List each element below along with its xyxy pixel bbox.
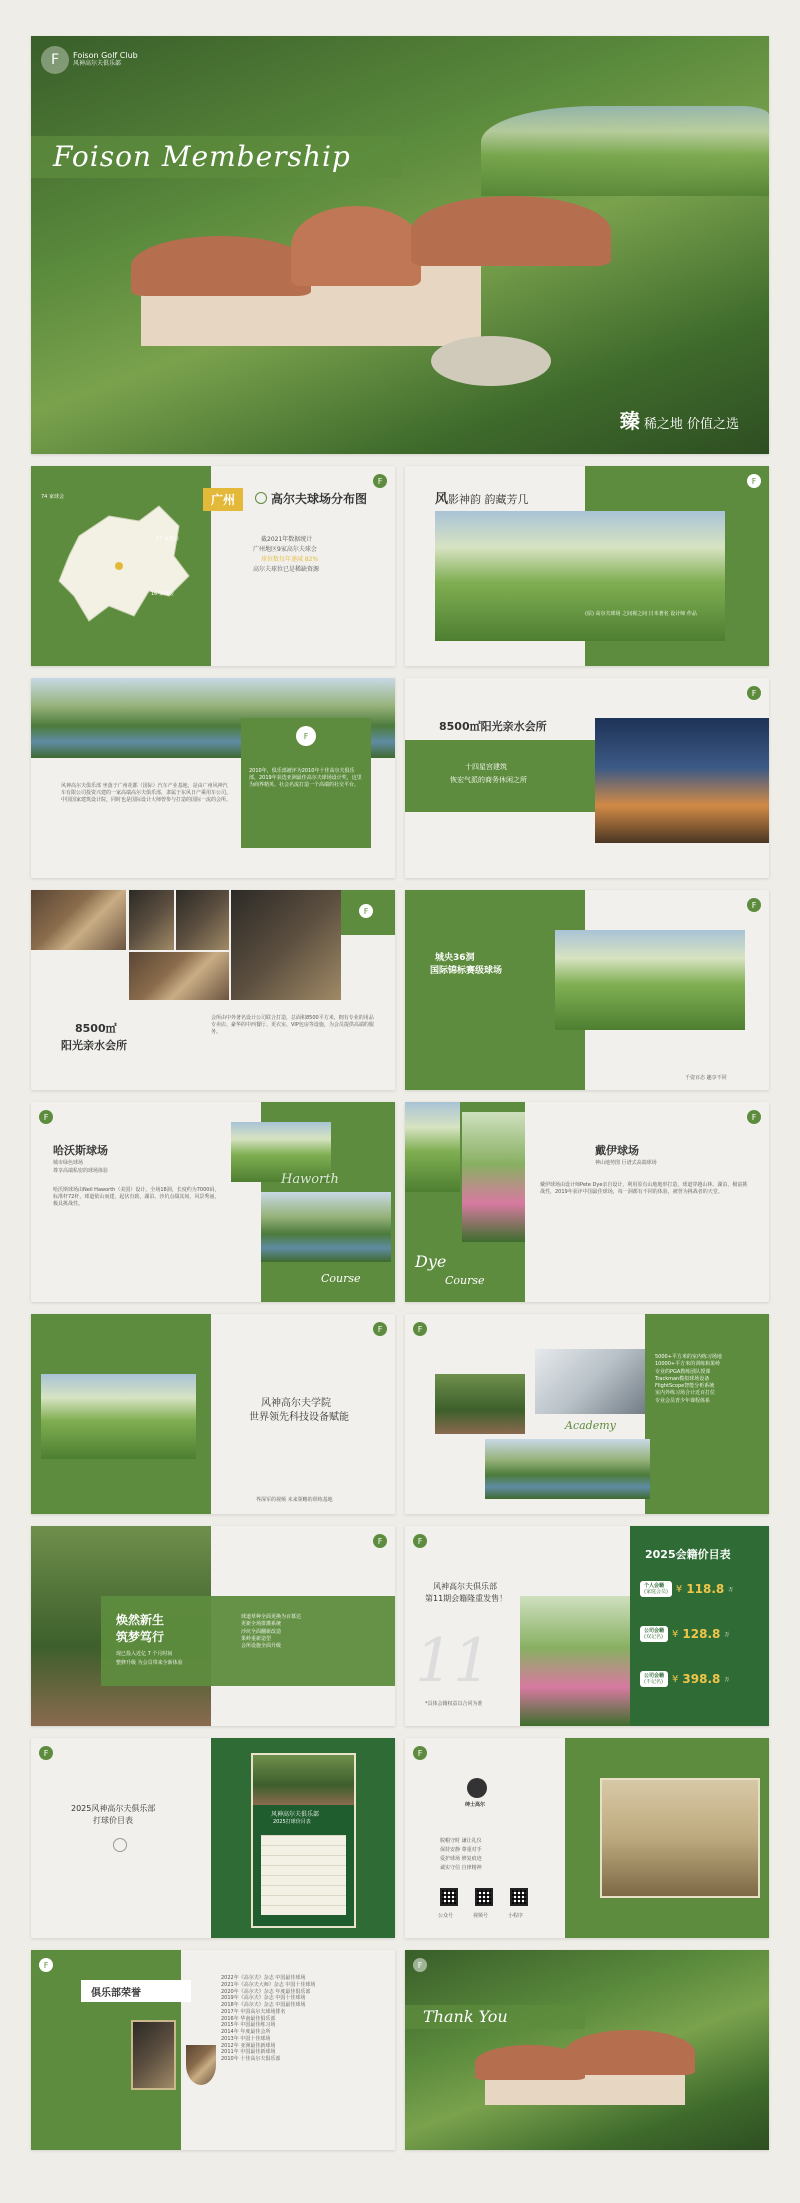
logo-mark-icon: F bbox=[747, 686, 761, 700]
horse-sculpture-photo bbox=[231, 890, 341, 1000]
price-value-1: 118.8 bbox=[686, 1582, 725, 1596]
map-stat-1: 截2021年数据统计 bbox=[261, 536, 313, 543]
gentleman-line-1: 脱帽守时 谦让礼仪 bbox=[440, 1838, 482, 1844]
list-item: 2015年 中国最佳练习场 bbox=[221, 2022, 276, 2029]
page-logo bbox=[39, 1958, 53, 1972]
fee-title-1: 2025风神高尔夫俱乐部 bbox=[71, 1804, 156, 1813]
thanks-roof-2 bbox=[565, 2030, 695, 2075]
map-stat-2: 广州地区9家高尔夫球会 bbox=[253, 546, 317, 553]
logo-mark-icon: F bbox=[413, 1322, 427, 1336]
haworth-sub2: 尊享高端私密的球场体验 bbox=[53, 1168, 109, 1174]
list-item: 果岭重新造型 bbox=[241, 1635, 272, 1642]
haworth-script2: Course bbox=[321, 1272, 361, 1285]
renewal-list bbox=[241, 1614, 386, 1650]
landscape-title-rest: 影神韵 韵藏芳几 bbox=[448, 493, 529, 506]
dye-photo-1 bbox=[405, 1102, 460, 1192]
cover-logo bbox=[41, 46, 138, 74]
cover-fairway bbox=[481, 106, 769, 196]
price-tag-label: 个人会籍 bbox=[644, 1583, 665, 1589]
list-item: 2018年《高尔夫》杂志 中国最佳球场 bbox=[221, 2002, 306, 2008]
city-course-photo bbox=[555, 930, 745, 1030]
list-item: 2013年 中国十佳球场 bbox=[221, 2035, 271, 2042]
thanks-page bbox=[405, 1950, 769, 2150]
page-logo bbox=[413, 1534, 427, 1548]
vintage-golf-painting bbox=[600, 1778, 760, 1898]
renewal-page bbox=[31, 1526, 395, 1726]
price-row-3 bbox=[640, 1671, 729, 1687]
guangdong-map bbox=[49, 496, 199, 636]
gentleman-line-3: 爱护球场 修复痕迹 bbox=[440, 1856, 482, 1862]
haworth-page bbox=[31, 1102, 395, 1302]
yen-icon: ¥ bbox=[672, 1628, 679, 1640]
clubhouse-title: 8500㎡阳光亲水会所 bbox=[439, 720, 547, 733]
list-item: 2017年 中国高尔夫球场排名 bbox=[221, 2008, 286, 2015]
interior-photo-2 bbox=[129, 890, 174, 950]
lightbulb-icon bbox=[113, 1838, 127, 1852]
page-logo bbox=[747, 898, 761, 912]
clubhouse-box-line1: 十四星宫建筑 bbox=[465, 763, 507, 771]
list-item: 专业的PGA教练团队授课 bbox=[655, 1368, 711, 1375]
intro-page bbox=[31, 678, 395, 878]
page-logo bbox=[413, 1958, 427, 1972]
cover-page bbox=[31, 36, 769, 454]
yen-icon: ¥ bbox=[675, 1583, 683, 1595]
list-item: 球道草种全面更换为百慕达 bbox=[241, 1614, 302, 1620]
recruit-flower-photo bbox=[520, 1596, 630, 1726]
landscape-page bbox=[405, 466, 769, 666]
recruit-title-1: 风神高尔夫俱乐部 bbox=[433, 1582, 497, 1591]
list-item: 2012年 亚洲最佳新球场 bbox=[221, 2042, 276, 2049]
qr-code-1 bbox=[440, 1888, 458, 1906]
logo-sub: 风神高尔夫俱乐部 bbox=[73, 60, 122, 68]
clubhouse-box-line2: 恢宏气派的商务休闲之所 bbox=[450, 776, 527, 784]
city-course-page bbox=[405, 890, 769, 1090]
academy-range-photo bbox=[485, 1439, 650, 1499]
price-tag-sub: (不记名) bbox=[644, 1679, 663, 1685]
logo-mark-icon: F bbox=[413, 1746, 427, 1760]
price-title: 2025会籍价目表 bbox=[645, 1548, 731, 1561]
haworth-sub1: 城市绿色球场 bbox=[53, 1160, 84, 1166]
list-item: 2022年《高尔夫》杂志 中国最佳球场 bbox=[221, 1975, 306, 1981]
page-logo bbox=[747, 1110, 761, 1124]
interior-photo-4 bbox=[176, 890, 229, 950]
logo-mark-icon: F bbox=[373, 474, 387, 488]
honor-list bbox=[221, 1975, 386, 2063]
page-logo bbox=[747, 686, 761, 700]
yen-icon: ¥ bbox=[672, 1673, 679, 1685]
recruit-note: *具体会籍权益以合同为准 bbox=[425, 1701, 483, 1707]
poster-photo bbox=[253, 1755, 354, 1805]
honor-page bbox=[31, 1950, 395, 2150]
page-logo bbox=[39, 1110, 53, 1124]
membership-page bbox=[405, 1526, 769, 1726]
haworth-body: 哈沃斯球场由Neil Haworth（美国）设计。全场18洞，长度约为7000码，标准杆72杆，球道依山而建，起伏有致，湖泊、沙坑点缀其间，风景秀丽，极具挑战性。 bbox=[53, 1187, 220, 1207]
academy-title-1: 风神高尔夫学院 bbox=[261, 1398, 331, 1409]
price-tag-label: 公司会籍 bbox=[644, 1673, 665, 1679]
clubhouse-page bbox=[405, 678, 769, 878]
renewal-sub1: 现已投入近亿 7 个月时间 bbox=[116, 1651, 173, 1657]
price-value-3: 398.8 bbox=[682, 1672, 721, 1686]
map-heading: 高尔夫球场分布图 bbox=[271, 492, 368, 506]
list-item: 2020年《高尔夫》杂志 年度最佳俱乐部 bbox=[221, 1988, 311, 1995]
list-item: 2014年 年度最佳会所 bbox=[221, 2029, 271, 2035]
dye-sub: 神山地势图 巨谱式高端球场 bbox=[595, 1160, 657, 1166]
logo-mark-icon: F bbox=[413, 1534, 427, 1548]
dye-title: 戴伊球场 bbox=[595, 1144, 639, 1157]
logo-mark-icon: F bbox=[373, 1534, 387, 1548]
page-logo bbox=[296, 726, 316, 746]
qr-label-2: 视频号 bbox=[473, 1913, 489, 1919]
logo-mark-icon: F bbox=[39, 1746, 53, 1760]
list-item: 更新全场排灌系统 bbox=[241, 1621, 282, 1628]
logo-mark-icon: F bbox=[747, 474, 761, 488]
clubhouse-roof-center bbox=[291, 206, 421, 286]
recruit-title-2: 第11期会籍隆重发售！ bbox=[425, 1594, 508, 1603]
renewal-title-1: 焕然新生 bbox=[116, 1613, 165, 1627]
logo-mark-icon: F bbox=[747, 898, 761, 912]
dye-body: 戴伊球场由设计师Pete Dye亲自设计，利用原有山地地形打造，球道穿越山林、湖泊，极富挑战性，2019年获评中国最佳球场，每一洞都有不同的体验，被誉为挑战者的天堂。 bbox=[540, 1182, 748, 1195]
price-tag-3 bbox=[640, 1671, 668, 1687]
landscape-title bbox=[435, 488, 529, 507]
interior-photo-1 bbox=[31, 890, 126, 950]
logo-name: Foison Golf Club bbox=[73, 51, 138, 61]
list-item: 2019年《高尔夫》杂志 中国十佳球场 bbox=[221, 1995, 306, 2002]
honor-title: 俱乐部荣誉 bbox=[91, 1988, 141, 1999]
list-item: 2010年 十佳高尔夫俱乐部 bbox=[221, 2056, 281, 2062]
academy-title-2: 世界领先科技设备赋能 bbox=[249, 1412, 349, 1423]
price-tag-label: 公司会籍 bbox=[644, 1628, 665, 1634]
recruit-big-number: 11 bbox=[415, 1626, 492, 1696]
list-item: 室内外练习场合计近百打位 bbox=[655, 1390, 716, 1397]
map-stat-3: 球位数每年递减 82% bbox=[261, 556, 319, 563]
logo-mark-icon: F bbox=[296, 726, 316, 746]
map-label-3: 16 家球会 bbox=[151, 591, 174, 597]
map-stat-4: 高尔夫球位已是稀缺资源 bbox=[253, 566, 320, 573]
map-label-2: 17 家球会 bbox=[156, 536, 179, 542]
landscape-caption: (原) 高尔夫球场 之间视之间 日本著名 设计师 作品 bbox=[585, 611, 697, 617]
academy-page bbox=[31, 1314, 395, 1514]
page-logo bbox=[413, 1322, 427, 1336]
price-tag-1 bbox=[640, 1581, 672, 1597]
list-item: 沙坑全面翻新改造 bbox=[241, 1628, 282, 1635]
thanks-script: Thank You bbox=[423, 2007, 508, 2026]
logo-mark-icon: F bbox=[373, 1322, 387, 1336]
dye-script: Dye bbox=[415, 1252, 447, 1271]
list-item: 2011年 中国最佳新球场 bbox=[221, 2049, 276, 2056]
tagline-char: 臻 bbox=[619, 409, 640, 433]
haworth-title: 哈沃斯球场 bbox=[53, 1144, 108, 1157]
map-label-1: 74 家球会 bbox=[41, 494, 64, 500]
price-row-2 bbox=[640, 1626, 729, 1642]
interior-title-2: 阳光亲水会所 bbox=[61, 1039, 127, 1052]
landscape-photo bbox=[435, 511, 725, 641]
academy-photo bbox=[41, 1374, 196, 1459]
fountain-plaza bbox=[431, 336, 551, 386]
list-item: 会所设施全面升级 bbox=[241, 1643, 282, 1649]
haworth-photo-2 bbox=[261, 1192, 391, 1262]
city-course-line1: 城央36洞 bbox=[435, 953, 475, 963]
logo-mark-icon: F bbox=[747, 1110, 761, 1124]
list-item: 2021年《高尔夫大师》杂志 中国十佳球场 bbox=[221, 1981, 316, 1988]
fee-poster bbox=[251, 1753, 356, 1928]
list-item: 10000+平方米的训练和果岭 bbox=[655, 1361, 721, 1368]
city-course-footer: 千姿百态 趣享不同 bbox=[685, 1075, 727, 1081]
intro-box-text: 2010年，俱乐部被评为2010年十佳高尔夫俱乐部，2019年获选亚洲最佳高尔夫球场设计奖，这里为商界精英、社会名流打造一个高端的社交平台。 bbox=[249, 768, 362, 788]
qr-label-3: 小程序 bbox=[508, 1913, 524, 1919]
logo-mark-icon: F bbox=[359, 904, 373, 918]
interior-body: 会所由中外著名设计公司联合打造，总面积8500平方米，拥有专业的用品专卖店、豪华的中西餐厅、更衣室、VIP包房等设施，为会员提供高端的服务。 bbox=[211, 1015, 374, 1035]
list-item: 5000+平方米的室内练习场地 bbox=[655, 1354, 722, 1360]
clubhouse-roof-left bbox=[131, 236, 311, 296]
price-row-1 bbox=[640, 1581, 733, 1597]
award-plaque-photo bbox=[131, 2020, 176, 2090]
clubhouse-roof-right bbox=[411, 196, 611, 266]
poster-title: 风神高尔夫俱乐部 bbox=[271, 1811, 320, 1818]
gentleman-page bbox=[405, 1738, 769, 1938]
price-unit-3: 万 bbox=[724, 1676, 730, 1683]
price-tag-sub: (双记名) bbox=[644, 1634, 663, 1640]
logo-mark-icon: F bbox=[39, 1958, 53, 1972]
golf-flag-icon bbox=[255, 492, 267, 504]
qr-label-1: 公众号 bbox=[438, 1913, 454, 1919]
academy-detail-page bbox=[405, 1314, 769, 1514]
clubhouse-photo bbox=[595, 718, 769, 843]
dye-photo-2 bbox=[462, 1112, 525, 1242]
interior-page bbox=[31, 890, 395, 1090]
gentleman-line-4: 诚实守信 自律精神 bbox=[440, 1865, 482, 1871]
price-tag-sub: (家庭会员) bbox=[644, 1589, 668, 1595]
award-shield-photo bbox=[186, 2045, 216, 2085]
gentleman-emblem-icon bbox=[467, 1778, 487, 1798]
city-course-line2: 国际锦标赛级球场 bbox=[430, 966, 503, 976]
renewal-sub2: 整修升级 为会员带来全新体验 bbox=[116, 1660, 183, 1666]
academy-detail-green-panel bbox=[645, 1314, 769, 1514]
price-tag-2 bbox=[640, 1626, 668, 1642]
interior-photo-3 bbox=[129, 952, 229, 1000]
map-page bbox=[31, 466, 395, 666]
landscape-title-bold: 风 bbox=[435, 492, 449, 507]
list-item: 专业会员青少年课程体系 bbox=[655, 1397, 711, 1404]
price-value-2: 128.8 bbox=[682, 1627, 721, 1641]
price-unit-1: 万 bbox=[728, 1586, 734, 1593]
qr-code-2 bbox=[475, 1888, 493, 1906]
academy-feature-list bbox=[655, 1354, 763, 1405]
logo-mark-icon: F bbox=[39, 1110, 53, 1124]
page-logo bbox=[747, 474, 761, 488]
logo-mark-icon: F bbox=[413, 1958, 427, 1972]
poster-sub: 2025打球价目表 bbox=[273, 1819, 311, 1825]
city-badge: 广州 bbox=[203, 488, 243, 511]
qr-code-3 bbox=[510, 1888, 528, 1906]
gentleman-line-2: 保持安静 尊重对手 bbox=[440, 1847, 482, 1853]
fee-title-2: 打球价目表 bbox=[93, 1816, 133, 1825]
page-logo bbox=[373, 474, 387, 488]
intro-body: 风神高尔夫俱乐部 坐落于广州花都（国际）汽车产业基地，是由广州风神汽车有限公司投资兴建的一家高端高尔夫俱乐部，隶属于东风日产乘用车公司。中国国家建筑设计院，同时也是国际设计大师曾参与打造的国际一流的会所。 bbox=[61, 783, 232, 803]
price-unit-2: 万 bbox=[724, 1631, 730, 1638]
page-logo bbox=[39, 1746, 53, 1760]
page-logo bbox=[413, 1746, 427, 1760]
cover-tagline bbox=[620, 405, 739, 434]
list-item: Trackman模拟球场设备 bbox=[655, 1375, 710, 1382]
academy-sim-photo bbox=[535, 1349, 645, 1414]
haworth-script: Haworth bbox=[281, 1172, 339, 1187]
page-logo bbox=[373, 1322, 387, 1336]
academy-golfer-photo bbox=[435, 1374, 525, 1434]
dye-page bbox=[405, 1102, 769, 1302]
dye-script2: Course bbox=[445, 1274, 485, 1287]
academy-footer: 界深军的视频 未来领略的训练基地 bbox=[256, 1497, 333, 1503]
renewal-title-2: 筑梦笃行 bbox=[116, 1630, 165, 1644]
page-logo bbox=[373, 1534, 387, 1548]
interior-title-1: 8500㎡ bbox=[75, 1022, 117, 1035]
cover-script-title: Foison Membership bbox=[53, 140, 351, 173]
page-logo bbox=[359, 904, 373, 918]
logo-mark-icon: F bbox=[41, 46, 69, 74]
fee-page bbox=[31, 1738, 395, 1938]
poster-table bbox=[261, 1835, 346, 1915]
academy-script: Academy bbox=[565, 1419, 616, 1432]
list-item: FlightScope智能分析系统 bbox=[655, 1383, 715, 1389]
tagline-rest: 稀之地 价值之选 bbox=[643, 417, 739, 432]
list-item: 2016年 华南最佳俱乐部 bbox=[221, 2015, 276, 2022]
gentleman-emblem-text: 绅士高尔 bbox=[465, 1802, 486, 1808]
